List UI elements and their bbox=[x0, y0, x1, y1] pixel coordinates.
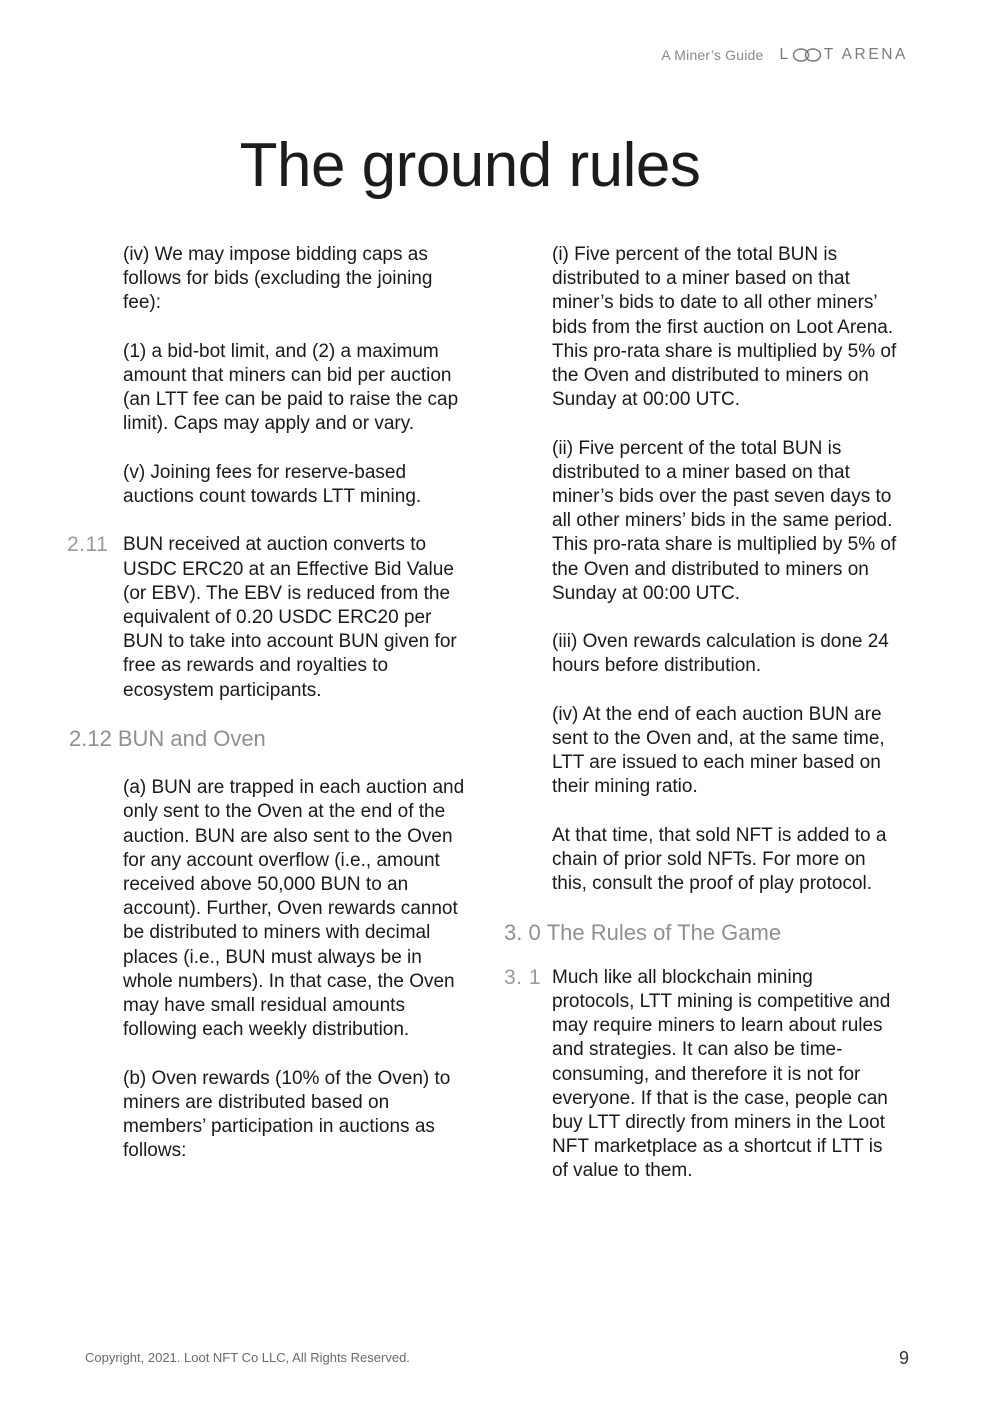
paragraph-b: (b) Oven rewards (10% of the Oven) to miners are distributed based on members’ participation in auctions as follows: bbox=[123, 1067, 451, 1162]
section-title: BUN and Oven bbox=[117, 726, 266, 751]
section-3-1-text: Much like all blockchain mining protocols, LTT mining is competitive and may require miners to learn about rules and strategies. It can also be time-consuming, and therefore it is not for everyone. If that is the case, people can buy LTT directly from miners in the Loot NFT marketplace as a shortcut if LTT is of value to them. bbox=[552, 966, 891, 1182]
brand-logo-left: L bbox=[779, 46, 791, 63]
left-column bbox=[67, 243, 468, 1188]
section-3-0-heading bbox=[504, 921, 897, 945]
paragraph-i: (i) Five percent of the total BUN is distributed to a miner based on that miner’s bids to date to all other miners’ bids from the first auction on Loot Arena. This pro-rata share is multiplied by 5% of the Oven and distributed to miners on Sunday at 00:00 UTC. bbox=[552, 244, 897, 411]
brand-logo-right: T ARENA bbox=[823, 46, 908, 63]
paragraph-iv-caps: (1) a bid-bot limit, and (2) a maximum amount that miners can bid per auction (an LTT fee can be paid to raise the cap limit). Caps may apply and or vary. bbox=[123, 340, 459, 435]
page-title: The ground rules bbox=[239, 131, 701, 200]
section-number: 2.11 bbox=[67, 533, 109, 557]
section-3-1 bbox=[504, 965, 897, 1184]
page-header bbox=[661, 46, 908, 64]
section-title: The Rules of The Game bbox=[546, 919, 782, 945]
section-2-12-heading bbox=[69, 727, 468, 751]
paragraph-a: (a) BUN are trapped in each auction and only sent to the Oven at the end of the auction. BUN are also sent to the Oven for any account overflow (i.e., amount received above 50,000 BUN to an account). Further, Oven rewards cannot be distributed to miners with decimal places (i.e., BUN must always be in whole numbers). In that case, the Oven may have small residual amounts following each weekly distribution. bbox=[123, 777, 465, 1041]
section-number: 3. 0 bbox=[504, 919, 541, 945]
section-2-11 bbox=[67, 533, 468, 702]
copyright-text: Copyright, 2021. Loot NFT Co LLC, All Rights Reserved. bbox=[85, 1350, 410, 1365]
section-2-11-text: BUN received at auction converts to USDC ERC20 at an Effective Bid Value (or EBV). The EBV is reduced from the equivalent of 0.20 USDC ERC20 per BUN to take into account BUN given for free as rewards and royalties to ecosystem participants. bbox=[123, 534, 457, 701]
section-number: 3. 1 bbox=[504, 965, 542, 989]
right-column bbox=[504, 243, 897, 1208]
paragraph-iii: (iii) Oven rewards calculation is done 24 hours before distribution. bbox=[552, 631, 889, 677]
section-number: 2.12 bbox=[69, 726, 112, 751]
paragraph-iv: (iv) At the end of each auction BUN are sent to the Oven and, at the same time, LTT are issued to each miner based on their mining ratio. bbox=[552, 703, 885, 798]
paragraph-iv-intro: (iv) We may impose bidding caps as follows for bids (excluding the joining fee): bbox=[123, 244, 433, 314]
paragraph-ii: (ii) Five percent of the total BUN is distributed to a miner based on that miner’s bids over the past seven days to all other miners’ bids in the same period. This pro-rata share is multiplied by 5% of the Oven and distributed to miners on Sunday at 00:00 UTC. bbox=[552, 437, 897, 604]
double-ring-icon bbox=[792, 48, 822, 62]
guide-label: A Miner’s Guide bbox=[661, 47, 764, 63]
paragraph-v-joining: (v) Joining fees for reserve-based auctions count towards LTT mining. bbox=[123, 461, 422, 507]
paragraph-time: At that time, that sold NFT is added to a chain of prior sold NFTs. For more on this, consult the proof of play protocol. bbox=[552, 824, 887, 895]
brand-logo bbox=[780, 46, 908, 64]
page-number: 9 bbox=[898, 1348, 909, 1368]
